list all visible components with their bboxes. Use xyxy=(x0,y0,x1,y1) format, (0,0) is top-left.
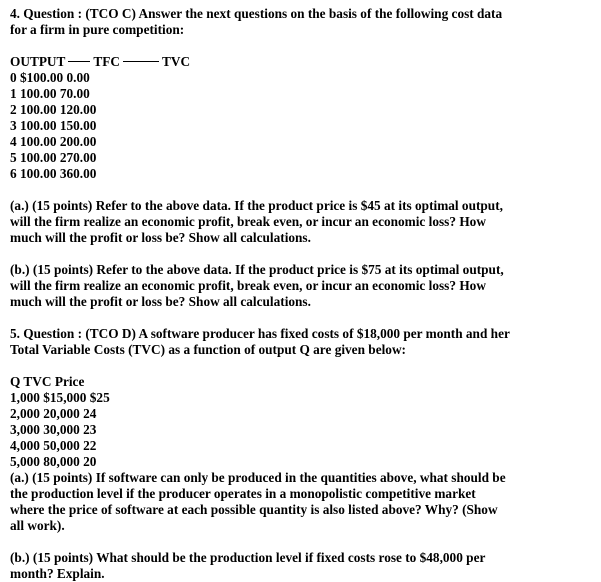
q4-part-b-line: (b.) (15 points) Refer to the above data. If the product price is $75 at its optimal output, xyxy=(10,262,504,277)
q5-part-b xyxy=(10,550,591,582)
q4-intro-line-2: for a firm in pure competition: xyxy=(10,22,185,37)
q5-part-a xyxy=(10,470,591,534)
q5-table-row: 4,000 50,000 22 xyxy=(10,438,97,453)
q4-table-row: 0 $100.00 0.00 xyxy=(10,70,90,85)
q5-part-a-line: (a.) (15 points) If software can only be produced in the quantities above, what should be xyxy=(10,470,506,485)
q4-table-row: 5 100.00 270.00 xyxy=(10,150,97,165)
q4-header-output: OUTPUT xyxy=(10,54,66,69)
q4-part-a xyxy=(10,198,591,246)
q4-part-a-line: much will the profit or loss be? Show all calculations. xyxy=(10,230,311,245)
q4-table-row: 1 100.00 70.00 xyxy=(10,86,90,101)
q5-part-b-line: (b.) (15 points) What should be the production level if fixed costs rose to $48,000 per xyxy=(10,550,486,565)
question-4 xyxy=(10,6,591,326)
q4-table-row: 3 100.00 150.00 xyxy=(10,118,97,133)
q5-table-row: 2,000 20,000 24 xyxy=(10,406,97,421)
q5-part-b-line: month? Explain. xyxy=(10,566,105,581)
q4-part-a-line: (a.) (15 points) Refer to the above data. If the product price is $45 at its optimal output, xyxy=(10,198,503,213)
q4-part-b-line: much will the profit or loss be? Show all calculations. xyxy=(10,294,311,309)
q4-header-tvc: TVC xyxy=(162,54,191,69)
q5-part-a-line: all work). xyxy=(10,518,65,533)
q5-part-a-line: the production level if the producer operates in a monopolistic competitive market xyxy=(10,486,476,501)
q4-part-b xyxy=(10,262,591,310)
q5-intro-line-1: 5. Question : (TCO D) A software producer has fixed costs of $18,000 per month and her xyxy=(10,326,510,341)
header-dash xyxy=(123,61,159,62)
q4-part-a-line: will the firm realize an economic profit, break even, or incur an economic loss? How xyxy=(10,214,486,229)
q4-table-row: 4 100.00 200.00 xyxy=(10,134,97,149)
q4-part-b-line: will the firm realize an economic profit, break even, or incur an economic loss? How xyxy=(10,278,486,293)
q5-intro-line-2: Total Variable Costs (TVC) as a function of output Q are given below: xyxy=(10,342,406,357)
q4-header-tfc: TFC xyxy=(93,54,121,69)
q4-table-row: 6 100.00 360.00 xyxy=(10,166,97,181)
header-dash xyxy=(68,61,90,62)
question-5 xyxy=(10,326,591,582)
q5-table-row: 1,000 $15,000 $25 xyxy=(10,390,110,405)
q4-intro-line-1: 4. Question : (TCO C) Answer the next questions on the basis of the following cost data xyxy=(10,6,503,21)
q5-part-a-line: where the price of software at each possible quantity is also listed above? Why? (Show xyxy=(10,502,498,517)
q4-table-row: 2 100.00 120.00 xyxy=(10,102,97,117)
q5-table-row: 5,000 80,000 20 xyxy=(10,454,97,469)
q5-table-header: Q TVC Price xyxy=(10,374,85,389)
q4-table-header xyxy=(10,54,591,70)
q5-table-row: 3,000 30,000 23 xyxy=(10,422,97,437)
